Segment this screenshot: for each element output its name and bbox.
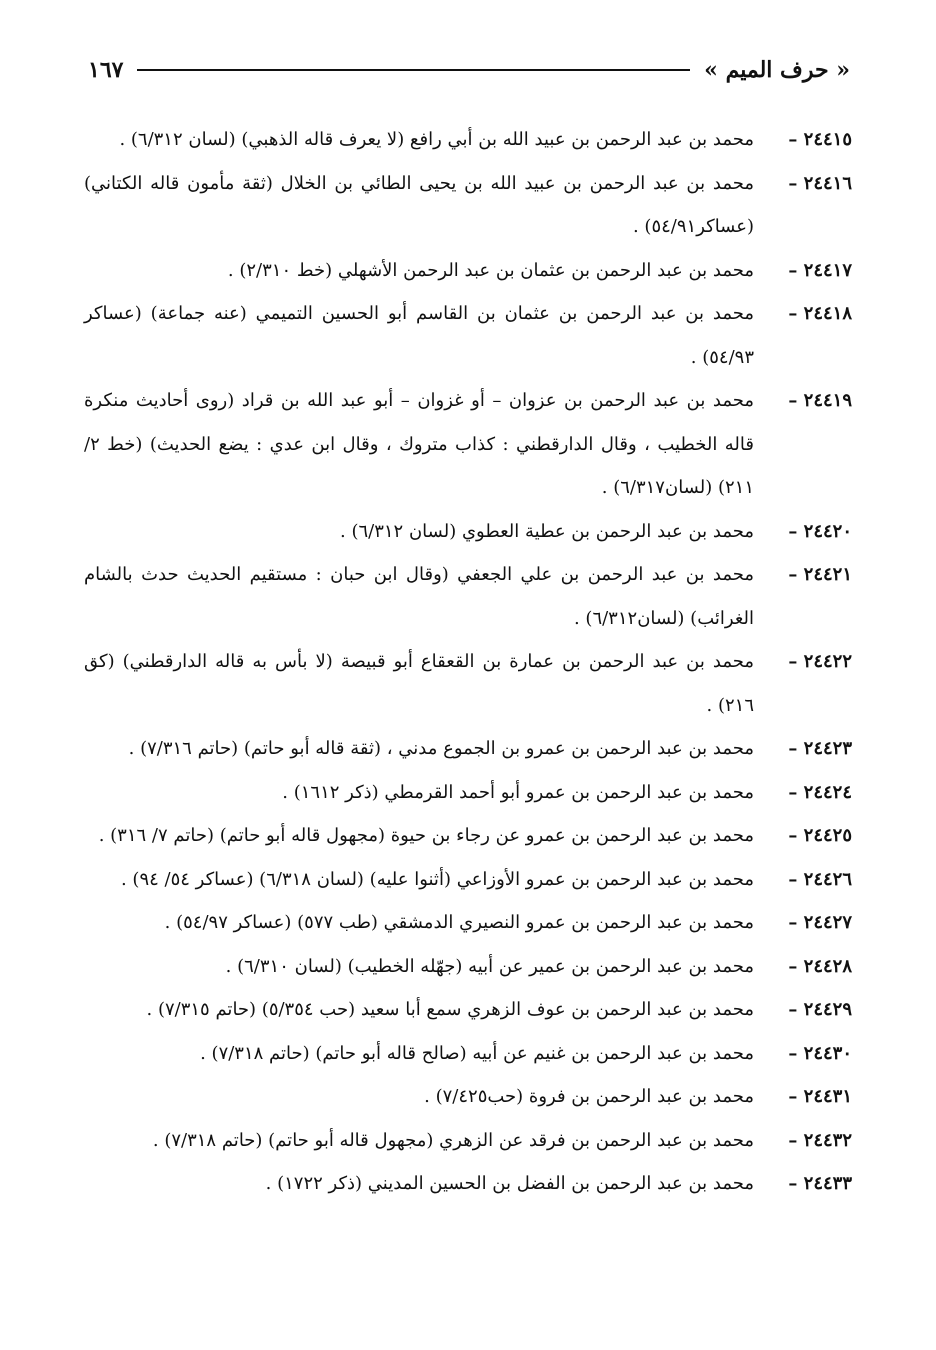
entry-number: ٢٤٤٢٧ – bbox=[788, 912, 852, 933]
entry-text: محمد بن عبد الرحمن بن عمرو الأوزاعي (أثنوا عليه) (لسان ٦/٣١٨) (عساكر ٥٤/ ٩٤) . bbox=[120, 868, 754, 890]
entry-number: ٢٤٤٣٣ – bbox=[788, 1173, 852, 1194]
entry bbox=[84, 379, 852, 510]
entry-text: محمد بن عبد الرحمن بن عمرو عن رجاء بن حيوة (مجهول قاله أبو حاتم) (حاتم ٧/ ٣١٦) . bbox=[98, 825, 754, 846]
entry bbox=[84, 1032, 852, 1076]
entry-number: ٢٤٤١٨ – bbox=[788, 303, 852, 324]
entry-number: ٢٤٤٢٦ – bbox=[788, 868, 852, 890]
entry-number: ٢٤٤٢٣ – bbox=[788, 738, 852, 759]
entry-text: محمد بن عبد الرحمن بن غنيم عن أبيه (صالح قاله أبو حاتم) (حاتم ٧/٣١٨) . bbox=[200, 1042, 754, 1064]
entry bbox=[84, 1119, 852, 1163]
entry-text: محمد بن عبد الرحمن بن عمارة بن القعقاع أبو قبيصة (لا بأس به قاله الدارقطني) (كق ٢١٦) . bbox=[84, 651, 754, 716]
entry-text: محمد بن عبد الرحمن بن عزوان – أو غزوان – أبو عبد الله بن قراد (روى أحاديث منكرة قاله الخطيب ، وقال الدارقطني : كذاب متروك ، وقال ابن عدي : يضع الحديث) (خط ٢/ ٢١١) (لسان٦/٣١٧) . bbox=[84, 390, 754, 498]
entry bbox=[84, 988, 852, 1032]
entry-number: ٢٤٤٢٩ – bbox=[788, 999, 852, 1020]
entry-number: ٢٤٤٢٢ – bbox=[788, 651, 852, 672]
entry-number: ٢٤٤٣٢ – bbox=[788, 1129, 852, 1151]
entry-text: محمد بن عبد الرحمن بن فروة (حب٧/٤٢٥) . bbox=[424, 1086, 754, 1107]
entry-text: محمد بن عبد الرحمن بن عمرو أبو أحمد القرمطي (ذكر ١٦١٢) . bbox=[282, 781, 754, 803]
entry-number: ٢٤٤٣١ – bbox=[788, 1086, 852, 1107]
entry-text: محمد بن عبد الرحمن بن الفضل بن الحسين المديني (ذكر ١٧٢٢) . bbox=[265, 1173, 754, 1194]
entry bbox=[84, 858, 852, 902]
entry-text: محمد بن عبد الرحمن بن عمرو بن الجموع مدني ، (ثقة قاله أبو حاتم) (حاتم ٧/٣١٦) . bbox=[128, 738, 754, 759]
entry bbox=[84, 510, 852, 554]
entry-text: محمد بن عبد الرحمن بن عبيد الله بن يحيى الطائي بن الخلال (ثقة مأمون قاله الكتاني) (عساكر٥٤/٩١) . bbox=[84, 172, 754, 237]
entry-number: ٢٤٤١٩ – bbox=[788, 390, 852, 411]
entry-number: ٢٤٤١٦ – bbox=[788, 172, 852, 194]
entry-number: ٢٤٤٢٥ – bbox=[788, 825, 852, 846]
chapter-title: « حرف الميم » bbox=[704, 57, 850, 83]
entry bbox=[84, 292, 852, 379]
entry bbox=[84, 249, 852, 293]
entry-number: ٢٤٤٢٠ – bbox=[788, 520, 852, 542]
entry bbox=[84, 118, 852, 162]
entry bbox=[84, 640, 852, 727]
entry-text: محمد بن عبد الرحمن بن عطية العطوي (لسان ٦/٣١٢) . bbox=[340, 520, 754, 542]
entry bbox=[84, 771, 852, 815]
entry bbox=[84, 727, 852, 771]
entry-text: محمد بن عبد الرحمن بن عبيد الله بن أبي رافع (لا يعرف قاله الذهبي) (لسان ٦/٣١٢) . bbox=[119, 129, 754, 150]
entry bbox=[84, 945, 852, 989]
page-header bbox=[88, 52, 850, 88]
entry-number: ٢٤٤٢٤ – bbox=[788, 781, 852, 803]
entry bbox=[84, 814, 852, 858]
entry bbox=[84, 1162, 852, 1206]
entry-number: ٢٤٤١٥ – bbox=[788, 129, 852, 150]
entry-text: محمد بن عبد الرحمن بن عمرو النصيري الدمشقي (طب ٥٧٧) (عساكر ٥٤/٩٧) . bbox=[164, 912, 754, 933]
entry-text: محمد بن عبد الرحمن بن عثمان بن عبد الرحمن الأشهلي (خط ٢/٣١٠) . bbox=[227, 259, 754, 281]
entry-text: محمد بن عبد الرحمن بن عثمان بن القاسم أبو الحسين التميمي (عنه جماعة) (عساكر ٥٤/٩٣) . bbox=[84, 303, 754, 368]
entry bbox=[84, 901, 852, 945]
entry-number: ٢٤٤٢٨ – bbox=[788, 955, 852, 977]
entry-text: محمد بن عبد الرحمن بن عوف الزهري سمع أبا سعيد (حب ٥/٣٥٤) (حاتم ٧/٣١٥) . bbox=[146, 999, 754, 1020]
entry bbox=[84, 1075, 852, 1119]
entry-number: ٢٤٤١٧ – bbox=[788, 259, 852, 281]
page-number: ١٦٧ bbox=[88, 57, 124, 83]
entry-text: محمد بن عبد الرحمن بن عمير عن أبيه (جهّله الخطيب) (لسان ٦/٣١٠) . bbox=[225, 955, 754, 977]
entry bbox=[84, 553, 852, 640]
entry bbox=[84, 162, 852, 249]
entry-number: ٢٤٤٣٠ – bbox=[788, 1042, 852, 1064]
header-rule bbox=[137, 69, 690, 71]
entry-text: محمد بن عبد الرحمن بن علي الجعفي (وقال ابن حبان : مستقيم الحديث حدث بالشام الغرائب) (لسان٦/٣١٢) . bbox=[84, 564, 754, 629]
entry-text: محمد بن عبد الرحمن بن فرقد عن الزهري (مجهول قاله أبو حاتم) (حاتم ٧/٣١٨) . bbox=[152, 1129, 754, 1151]
entry-number: ٢٤٤٢١ – bbox=[788, 564, 852, 585]
entry-list bbox=[84, 118, 852, 1206]
